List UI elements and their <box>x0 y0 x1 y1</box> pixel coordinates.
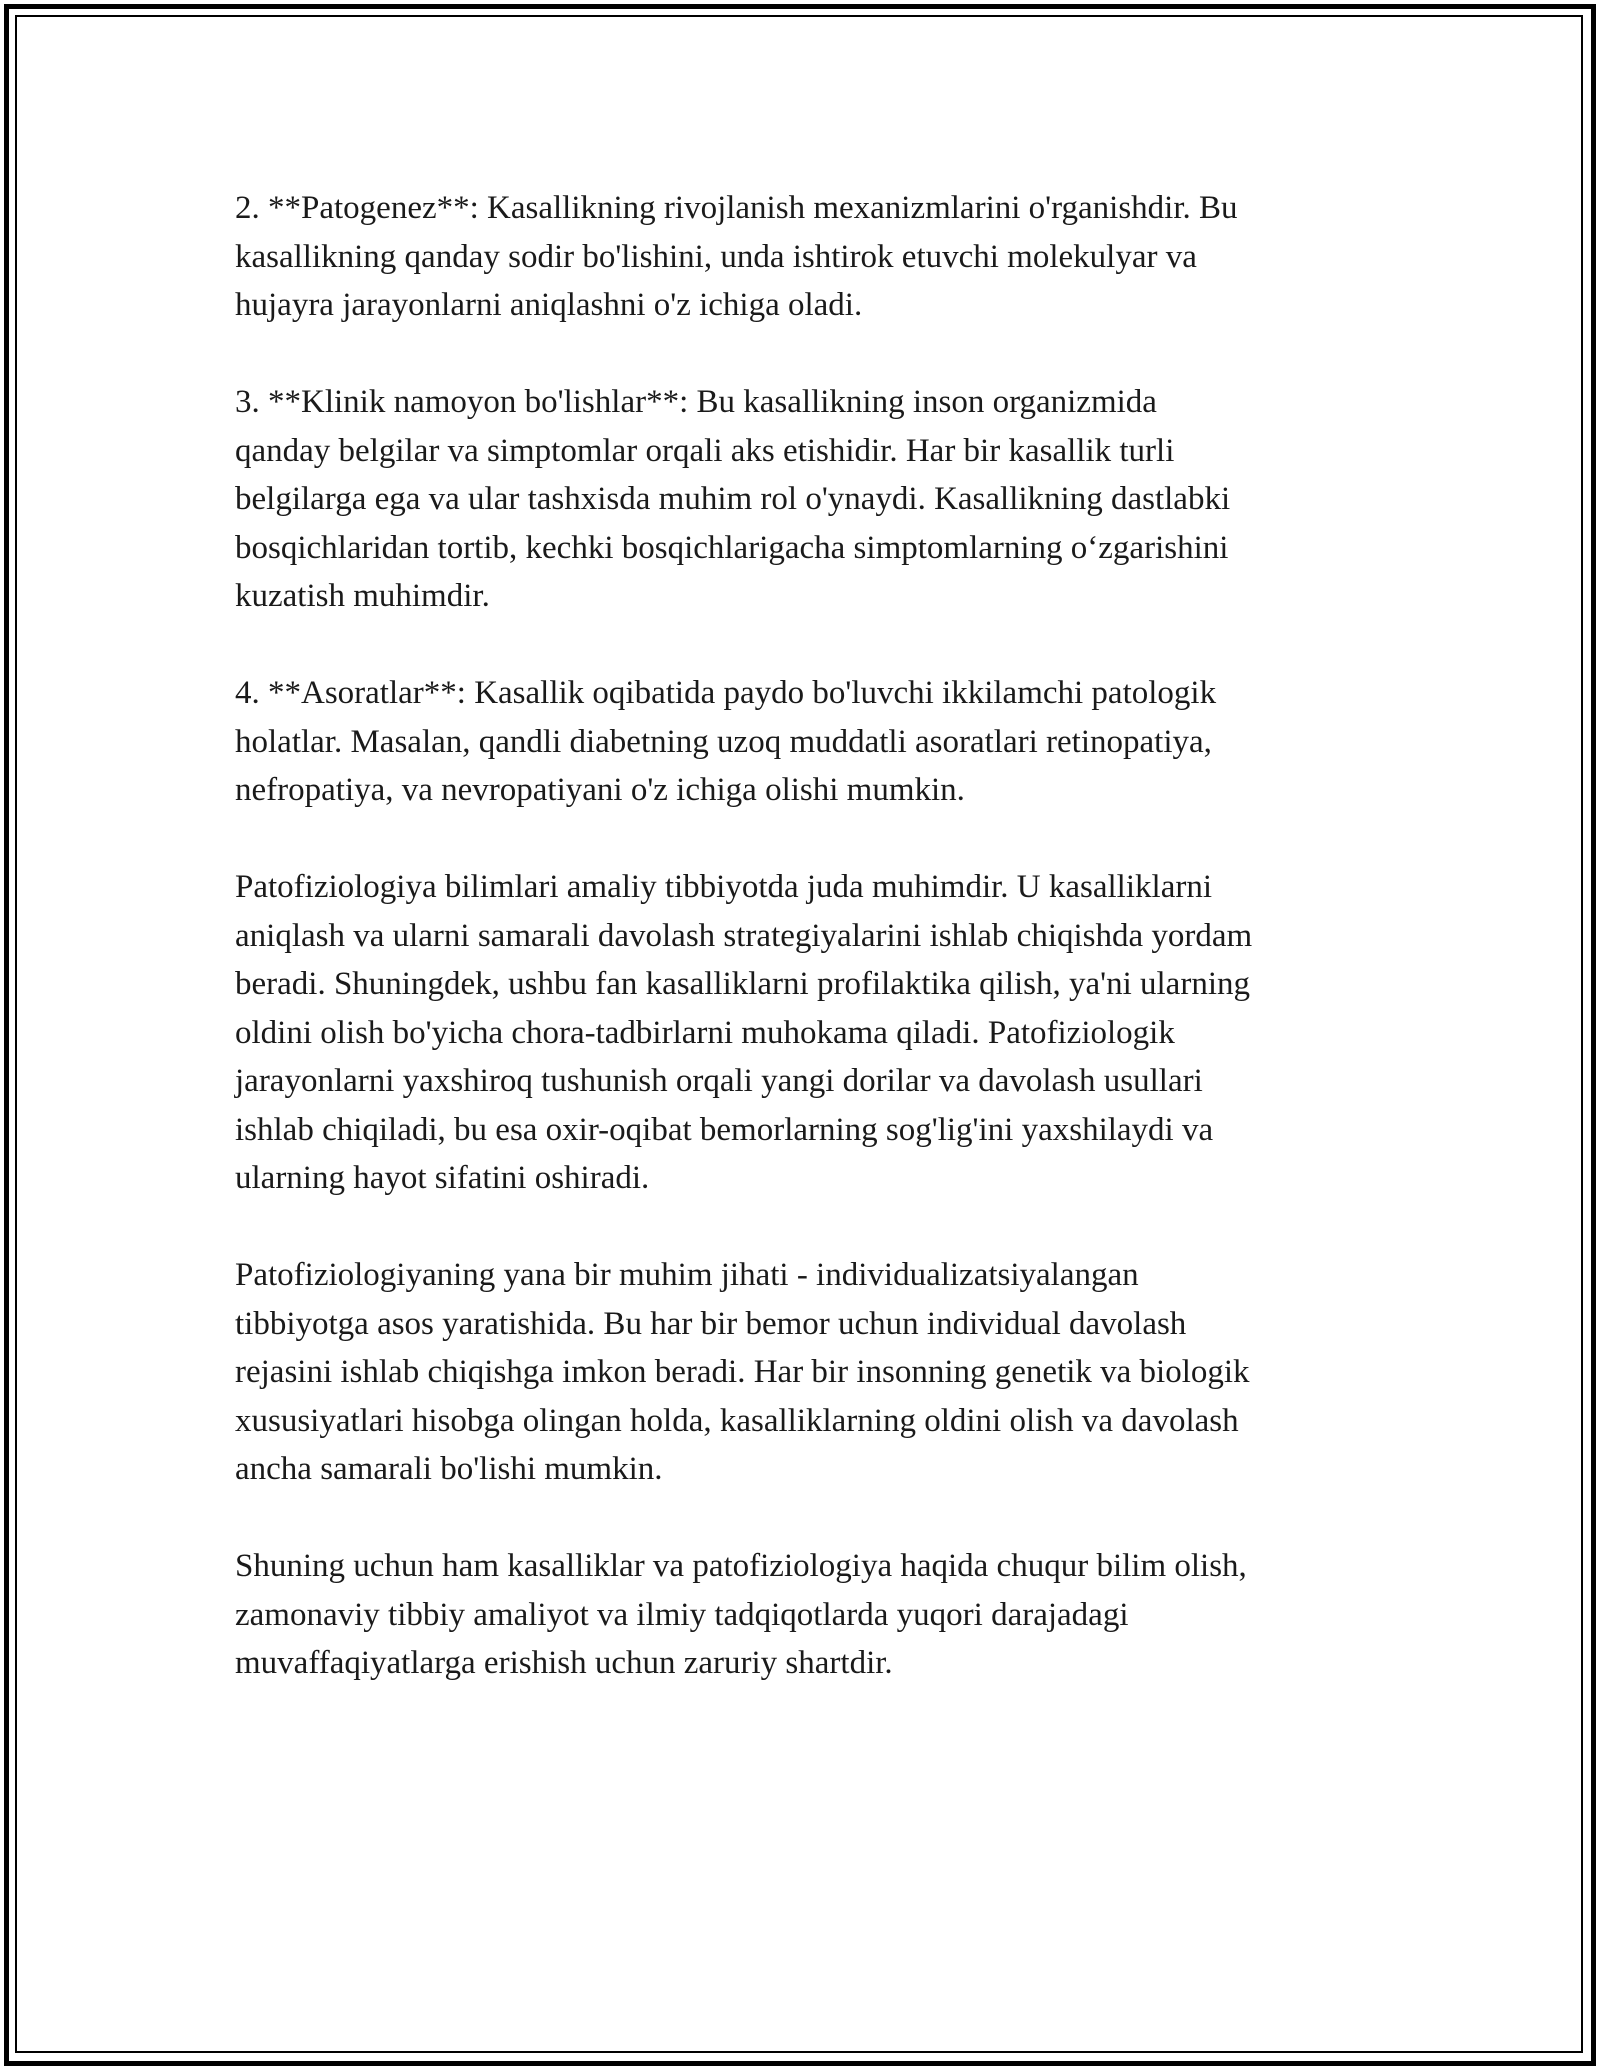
document-body <box>235 184 1375 1688</box>
paragraph-patogenez: 2. **Patogenez**: Kasallikning rivojlanish mexanizmlarini o'rganishdir. Bu kasallikning qanday sodir bo'lishini, unda ishtirok etuvchi molekulyar va hujayra jarayonlarni aniqlashni o'z ichiga oladi. <box>235 190 1238 323</box>
paragraph-xulosa: Shuning uchun ham kasalliklar va patofiziologiya haqida chuqur bilim olish, zamonaviy tibbiy amaliyot va ilmiy tadqiqotlarda yuqori darajadagi muvaffaqiyatlarga erishish uchun zaruriy shartdir. <box>235 1548 1247 1681</box>
paragraph-individual-tibbiyot: Patofiziologiyaning yana bir muhim jihati - individualizatsiyalangan tibbiyotga asos yaratishida. Bu har bir bemor uchun individual davolash rejasini ishlab chiqishga imkon beradi. Har bir insonning genetik va biologik xususiyatlari hisobga olingan holda, kasalliklarning oldini olish va davolash ancha samarali bo'lishi mumkin. <box>235 1257 1250 1487</box>
paragraph-patofiziologiya-bilimlari: Patofiziologiya bilimlari amaliy tibbiyotda juda muhimdir. U kasalliklarni aniqlash va ularni samarali davolash strategiyalarini ishlab chiqishda yordam beradi. Shuningdek, ushbu fan kasalliklarni profilaktika qilish, ya'ni ularning oldini olish bo'yicha chora-tadbirlarni muhokama qiladi. Patofiziologik jarayonlarni yaxshiroq tushunish orqali yangi dorilar va davolash usullari ishlab chiqiladi, bu esa oxir-oqibat bemorlarning sog'lig'ini yaxshilaydi va ularning hayot sifatini oshiradi. <box>235 869 1253 1196</box>
paragraph-klinik-namoyon: 3. **Klinik namoyon bo'lishlar**: Bu kasallikning inson organizmida qanday belgilar va simptomlar orqali aks etishidir. Har bir kasallik turli belgilarga ega va ular tashxisda muhim rol o'ynaydi. Kasallikning dastlabki bosqichlaridan tortib, kechki bosqichlarigacha simptomlarning o‘zgarishini kuzatish muhimdir. <box>235 384 1231 614</box>
paragraph-asoratlar: 4. **Asoratlar**: Kasallik oqibatida paydo bo'luvchi ikkilamchi patologik holatlar. Masalan, qandli diabetning uzoq muddatli asoratlari retinopatiya, nefropatiya, va nevropatiyani o'z ichiga olishi mumkin. <box>235 675 1217 808</box>
